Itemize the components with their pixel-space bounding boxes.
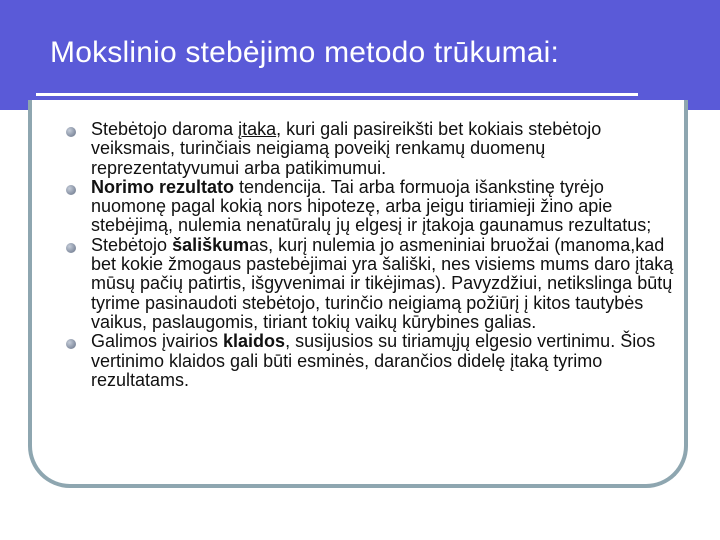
bullet-underlined: įtaka <box>238 119 277 139</box>
slide-title: Mokslinio stebėjimo metodo trūkumai: <box>50 36 560 69</box>
bullet-text-post: as, kurį nulemia jo asmeniniai bruožai (manoma,kad bet kokie žmogaus pastebėjimai yra šališki, nes visiems mums daro įtaką mūsų pačių patirtis, išgyvenimai ir tikėjimas). Pavyzdžiui, netikslinga būtų tyrime pasinaudoti stebėtojo, turinčio neigiamą požiūrį į kitos tautybės vaikus, paslaugomis, tiriant tokių vaikų kūrybines galias. <box>91 234 674 332</box>
bullet-item <box>66 332 676 390</box>
bullet-text-pre: Stebėtojo daroma <box>91 119 239 139</box>
bullet-dot-icon <box>66 243 76 253</box>
bullet-list <box>66 120 676 390</box>
bullet-text-post: , kuri gali pasireikšti bet kokiais stebėtojo veiksmais, turinčiais neigiamą poveikį renkamų duomenų reprezentatyvumui arba patikimumui. <box>91 119 602 178</box>
bullet-dot-icon <box>66 127 76 137</box>
bullet-item <box>66 178 676 236</box>
bullet-item <box>66 120 676 178</box>
bullet-text-post: tendencija. Tai arba formuoja išankstinę tyrėjo nuomonę pagal kokią nors hipotezę, arba jeigu tiriamieji žino apie stebėjimą, nulemia nenatūralų jų elgesį ir įtakoja gaunamus rezultatus; <box>91 176 652 236</box>
bullet-text-pre: Stebėtojo <box>91 234 173 255</box>
title-underline <box>36 93 638 96</box>
bullet-text-post: , susijusios su tiriamųjų elgesio vertinimu. Šios vertinimo klaidos gali būti esminės, darančios didelę įtaką tyrimo rezultatams. <box>91 331 656 390</box>
bullet-dot-icon <box>66 339 76 349</box>
bullet-bold: klaidos <box>223 331 286 352</box>
bullet-bold: šališkum <box>172 234 250 255</box>
bullet-text-pre: Galimos įvairios <box>91 331 224 352</box>
bullet-item <box>66 236 676 332</box>
bullet-bold: Norimo rezultato <box>91 176 235 197</box>
bullet-dot-icon <box>66 185 76 195</box>
